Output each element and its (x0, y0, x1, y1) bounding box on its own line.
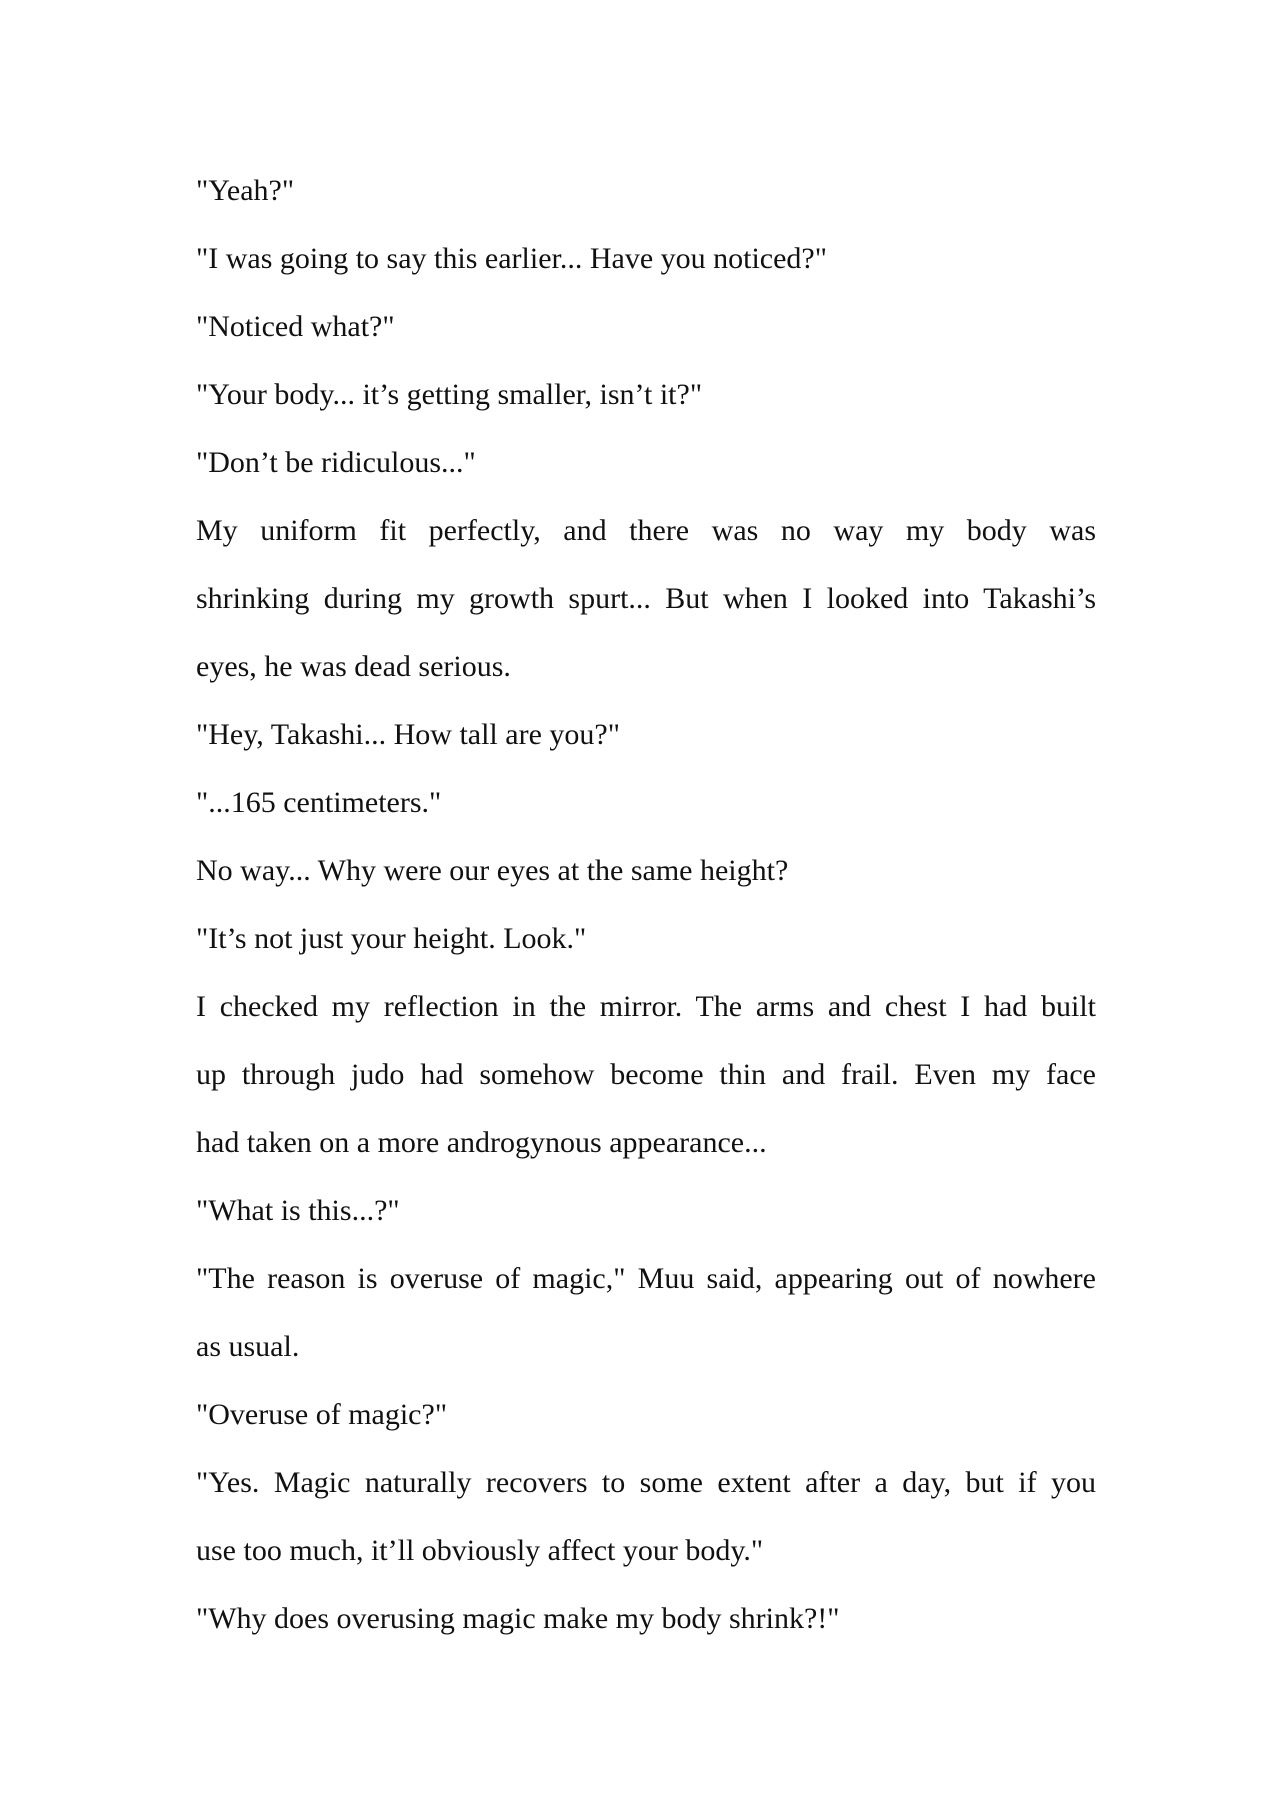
text-line: as usual. (196, 1330, 300, 1363)
text-line: "Yeah?" (196, 174, 295, 207)
text-line: "Noticed what?" (196, 310, 395, 343)
text-line: "I was going to say this earlier... Have you noticed?" (196, 242, 827, 275)
text-line: I checked my reflection in the mirror. The arms and chest I had built (196, 990, 1096, 1023)
text-line: had taken on a more androgynous appearance... (196, 1126, 767, 1159)
text-line: My uniform fit perfectly, and there was no way my body was (196, 514, 1096, 547)
text-line: "...165 centimeters." (196, 786, 442, 819)
text-line: eyes, he was dead serious. (196, 650, 511, 683)
text-line: "The reason is overuse of magic," Muu said, appearing out of nowhere (196, 1262, 1096, 1295)
text-line: "Why does overusing magic make my body shrink?!" (196, 1602, 840, 1635)
text-line: "Overuse of magic?" (196, 1398, 448, 1431)
text-line: "Hey, Takashi... How tall are you?" (196, 718, 620, 751)
text-line: "It’s not just your height. Look." (196, 922, 587, 955)
text-line: shrinking during my growth spurt... But when I looked into Takashi’s (196, 582, 1096, 615)
text-line: use too much, it’ll obviously affect your body." (196, 1534, 764, 1567)
text-line: up through judo had somehow become thin and frail. Even my face (196, 1058, 1096, 1091)
text-line: "Don’t be ridiculous..." (196, 446, 476, 479)
text-line: No way... Why were our eyes at the same height? (196, 854, 789, 887)
text-line: "Your body... it’s getting smaller, isn’t it?" (196, 378, 703, 411)
text-line: "What is this...?" (196, 1194, 400, 1227)
text-line: "Yes. Magic naturally recovers to some extent after a day, but if you (196, 1466, 1096, 1499)
text-body (196, 168, 1096, 1664)
